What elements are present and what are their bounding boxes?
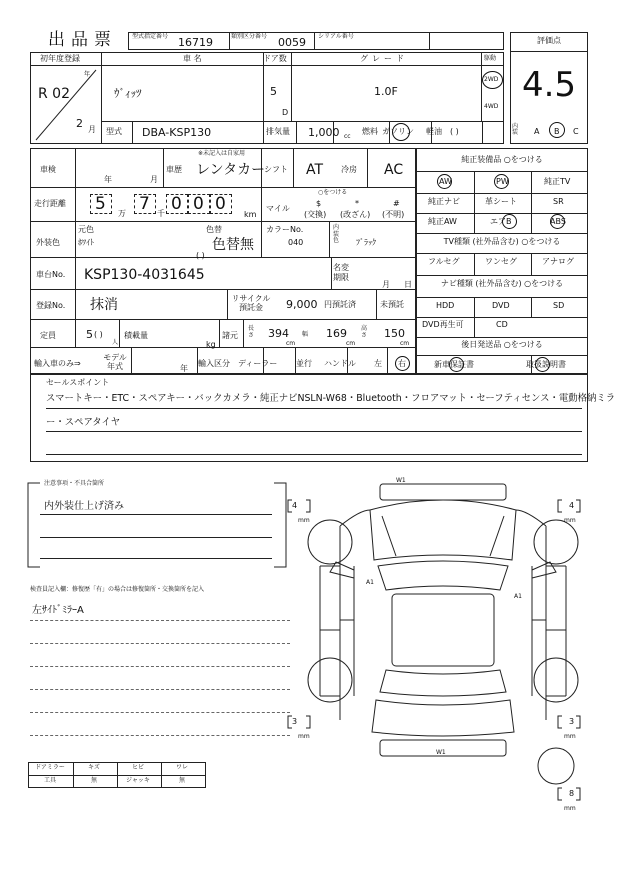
model-code: DBA-KSP130 [142, 126, 212, 139]
color-number: 040 [288, 238, 304, 247]
ship-manual: 取扱説明書 [526, 360, 566, 369]
recycle-amount: 9,000 [286, 298, 318, 311]
diagram-left-note: A1 [366, 579, 374, 586]
equip-airbag: エアB [490, 217, 512, 226]
mileage-label: 走行距離 [34, 199, 66, 208]
equip-genuine-aw: 純正AW [428, 217, 457, 226]
tire-depth-rear-left: 3 [292, 717, 298, 726]
interior-label: 内装 [512, 123, 519, 136]
deadline-day-unit: 日 [404, 280, 412, 289]
handle-right: 右 [398, 359, 406, 368]
equip-pw: PW [496, 177, 509, 186]
sales-points-line: ー・スペアタイヤ [46, 417, 121, 428]
recycle-label: リサイクル預託金 [231, 294, 271, 313]
original-color: ﾎﾜｲﾄ [78, 238, 94, 247]
equip-airbag-circle [502, 214, 517, 229]
evaluation-score: 4.5 [521, 65, 577, 105]
first-registration-month: 2 [76, 117, 83, 130]
tv-fullseg: フルセグ [428, 257, 460, 266]
displacement-unit: cc [344, 133, 351, 140]
length-label: 長さ [248, 325, 255, 339]
tire-depth-unit: mm [564, 805, 576, 812]
deadline-month-unit: 月 [382, 280, 390, 289]
chassis-number: KSP130-4031645 [84, 267, 205, 283]
score-label: 評価点 [537, 36, 561, 45]
legend-value: 無 [178, 777, 185, 784]
fuel-diesel: 軽油 [426, 127, 442, 136]
chassis-label: 車台No. [36, 270, 66, 279]
tire-depth-unit: mm [298, 733, 310, 740]
mileage-exchange: (交換) [304, 210, 327, 219]
height-label: 高さ [361, 325, 368, 339]
mileage-star: * [355, 199, 359, 208]
serial-number-label: シリアル番号 [318, 33, 354, 40]
legend-header: キズ [88, 764, 100, 771]
fuel-label: 燃料 [362, 127, 378, 136]
tv-analog: アナログ [542, 257, 574, 266]
equip-leather-seat: 革シート [485, 197, 517, 206]
car-name: ｳﾞｨｯﾂ [114, 87, 142, 100]
mileage-unit-sen: 千 [157, 209, 165, 218]
navi-dvd: DVD [492, 301, 510, 310]
class-number: 0059 [278, 36, 306, 49]
legend-value: 工具 [43, 777, 56, 784]
equip-genuine-navi: 純正ナビ [428, 197, 460, 206]
interior-color: ﾌﾞﾗｯｸ [356, 238, 376, 247]
length-value: 394 [268, 327, 289, 340]
equip-genuine-tv: 純正TV [544, 177, 571, 186]
handle-label: ハンドル [324, 359, 356, 368]
model-label: 型式 [106, 127, 122, 136]
import-label: 輸入車のみ⇒ [34, 359, 81, 368]
model-year-label: モデル年式 [103, 353, 127, 372]
fuel-gasoline: ガソリン [382, 127, 414, 136]
model-year-unit: 年 [180, 364, 188, 373]
first-registration-label: 初年度登録 [40, 54, 80, 63]
mileage-digit: 5 [95, 194, 106, 214]
mileage-digit: 0 [193, 194, 204, 214]
tire-depth-unit: mm [564, 733, 576, 740]
inspection-year-unit: 年 [104, 175, 112, 184]
equip-abs-circle [550, 214, 565, 229]
inspector-label: 検査員記入欄：修復歴「有」の場合は修復箇所・交換箇所を記入 [30, 586, 205, 593]
import-parallel: 並行 [296, 359, 312, 368]
exterior-color-label: 外装色 [36, 238, 60, 247]
class-number-label: 類別区分番号 [231, 33, 268, 40]
drive-2wd: 2WD [484, 76, 499, 83]
door-count: 5 [270, 85, 277, 98]
tire-depth-front-right: 4 [569, 501, 575, 510]
handle-left: 左 [374, 359, 382, 368]
width-label: 幅 [302, 331, 309, 338]
height-unit: cm [400, 340, 410, 347]
mileage-tampered: (改ざん) [340, 210, 371, 219]
equip-aw-circle [437, 174, 452, 189]
ship-warranty: 新車保証書 [434, 360, 474, 369]
mileage-dollar: $ [316, 199, 322, 208]
mileage-unit-man: 万 [118, 209, 126, 218]
capacity-unit: 人 [112, 339, 119, 346]
navi-dvd-playback: DVD再生可 [422, 320, 464, 329]
import-dealer: ディーラー [238, 359, 278, 368]
equip-aw: AW [439, 177, 452, 186]
notes-bracket [26, 480, 288, 570]
mileage-unknown: (不明) [382, 210, 405, 219]
inspector-note-line: 左ｻｲﾄﾞﾐﾗｰA [32, 605, 84, 616]
interior-grade-a: A [534, 127, 540, 136]
mileage-digit: 0 [171, 194, 182, 214]
door-count-label: ドア数 [263, 54, 287, 63]
tire-depth-unit: mm [564, 517, 576, 524]
height-value: 150 [384, 327, 405, 340]
diagram-right-note: A1 [514, 593, 522, 600]
legend-value: ジャッキ [126, 777, 150, 784]
car-name-label: 車 名 [183, 54, 202, 63]
legend-header: ワレ [175, 764, 188, 771]
inspection-month-unit: 月 [150, 175, 158, 184]
original-color-label: 元色 [78, 225, 94, 234]
tire-depth-unit: mm [298, 517, 310, 524]
drive-label: 駆動 [484, 55, 497, 62]
later-shipment-label: 後日発送品 ○をつける [461, 340, 543, 349]
navi-type-label: ナビ種類 (社外品含む) ○をつける [440, 279, 564, 288]
type-number: 16719 [178, 36, 213, 49]
displacement-label: 排気量 [266, 127, 290, 136]
mileage-digit: 7 [139, 194, 150, 214]
legend-header: ドアミラー [35, 764, 65, 771]
tv-oneseg: ワンセグ [485, 257, 517, 266]
shift-label: シフト [264, 165, 288, 174]
legend-header: ヒビ [131, 764, 144, 771]
color-change-value: 色替無 [212, 237, 254, 253]
tire-depth-rear-right: 3 [569, 717, 575, 726]
color-change-label: 色替 [206, 225, 222, 234]
registration-value: 抹消 [90, 297, 118, 313]
import-class-label: 輸入区分 [198, 359, 230, 368]
displacement-value: 1,000 [308, 126, 340, 139]
notes-label: 注意事項・不具合箇所 [44, 480, 105, 487]
sales-points-line: スマートキー・ETC・スペアキー・バックカメラ・純正ナビNSLN-W68・Bluetooth・フロアマット・セーフティセンス・電動格納ミラ [46, 393, 616, 404]
tire-depth-brackets [286, 498, 596, 808]
handle-right-circle [395, 356, 410, 371]
ship-manual-circle [535, 357, 550, 372]
width-unit: cm [346, 340, 356, 347]
drive-4wd: 4WD [484, 103, 499, 110]
ship-warranty-circle [449, 357, 464, 372]
load-unit: kg [206, 340, 216, 349]
capacity-label: 定員 [40, 331, 56, 340]
mileage-digit: 0 [215, 194, 226, 214]
name-change-deadline-label: 名変期限 [333, 263, 349, 282]
recycle-unit: 円預託済 [324, 300, 356, 309]
drive-2wd-circle [482, 71, 503, 89]
color-number-label: カラーNo. [266, 225, 304, 234]
equip-abs: ABS [550, 217, 566, 226]
mileage-unit-km: km [244, 210, 257, 219]
dimensions-label: 諸元 [222, 331, 238, 340]
legend-value: 無 [90, 777, 97, 784]
diagram-front-note: W1 [396, 477, 406, 484]
sales-points-label: セールスポイント [46, 378, 110, 387]
tire-depth-front-left: 4 [292, 501, 298, 510]
fuel-other: ( ) [450, 127, 459, 136]
interior-grade-circle [549, 122, 565, 138]
first-registration-era: R 02 [38, 86, 70, 102]
color-change-paren: ( ) [196, 251, 205, 260]
form-title: 出品票 [48, 30, 117, 50]
type-number-label: 型式指定番号 [132, 33, 169, 40]
interior-grade-c: C [573, 127, 579, 136]
interior-color-label: 内装色 [333, 224, 340, 245]
registration-label: 登録No. [36, 301, 66, 310]
equip-sunroof: SR [553, 197, 564, 206]
diagram-rear-note: W1 [436, 749, 446, 756]
tire-depth-spare: 8 [569, 789, 575, 798]
history-value: レンタカー [196, 162, 266, 178]
mileage-mile: マイル [266, 204, 290, 213]
genuine-equipment-label: 純正装備品 ○をつける [461, 155, 543, 164]
equip-pw-circle [494, 174, 509, 189]
month-unit: 月 [88, 125, 96, 134]
year-unit: 年 [84, 71, 91, 78]
capacity-paren: ( ) [94, 330, 103, 339]
fuel-gasoline-circle [392, 123, 410, 141]
door-suffix: D [282, 108, 289, 117]
load-label: 積載量 [124, 331, 148, 340]
ac-label: 冷房 [341, 165, 357, 174]
notes-line: 内外装仕上げ済み [44, 501, 124, 512]
grade-label: グレード [360, 54, 408, 63]
length-unit: cm [286, 340, 296, 347]
history-note: ※未記入は自家用 [198, 150, 246, 157]
navi-cd: CD [496, 320, 508, 329]
ac-value: AC [384, 162, 404, 178]
capacity-value: 5 [86, 328, 93, 341]
shift-value: AT [306, 162, 324, 178]
width-value: 169 [326, 327, 347, 340]
mileage-circle-note: ○をつける [318, 189, 348, 196]
recycle-not-deposited: 未預託 [380, 300, 404, 309]
tv-type-label: TV種類 (社外品含む) ○をつける [443, 237, 561, 246]
navi-hdd: HDD [436, 301, 455, 310]
interior-grade-b: B [554, 127, 560, 136]
inspection-label: 車検 [40, 165, 56, 174]
grade-value: 1.0F [374, 85, 398, 98]
history-label: 車歴 [166, 165, 182, 174]
mileage-hash: # [393, 199, 400, 208]
navi-sd: SD [553, 301, 565, 310]
